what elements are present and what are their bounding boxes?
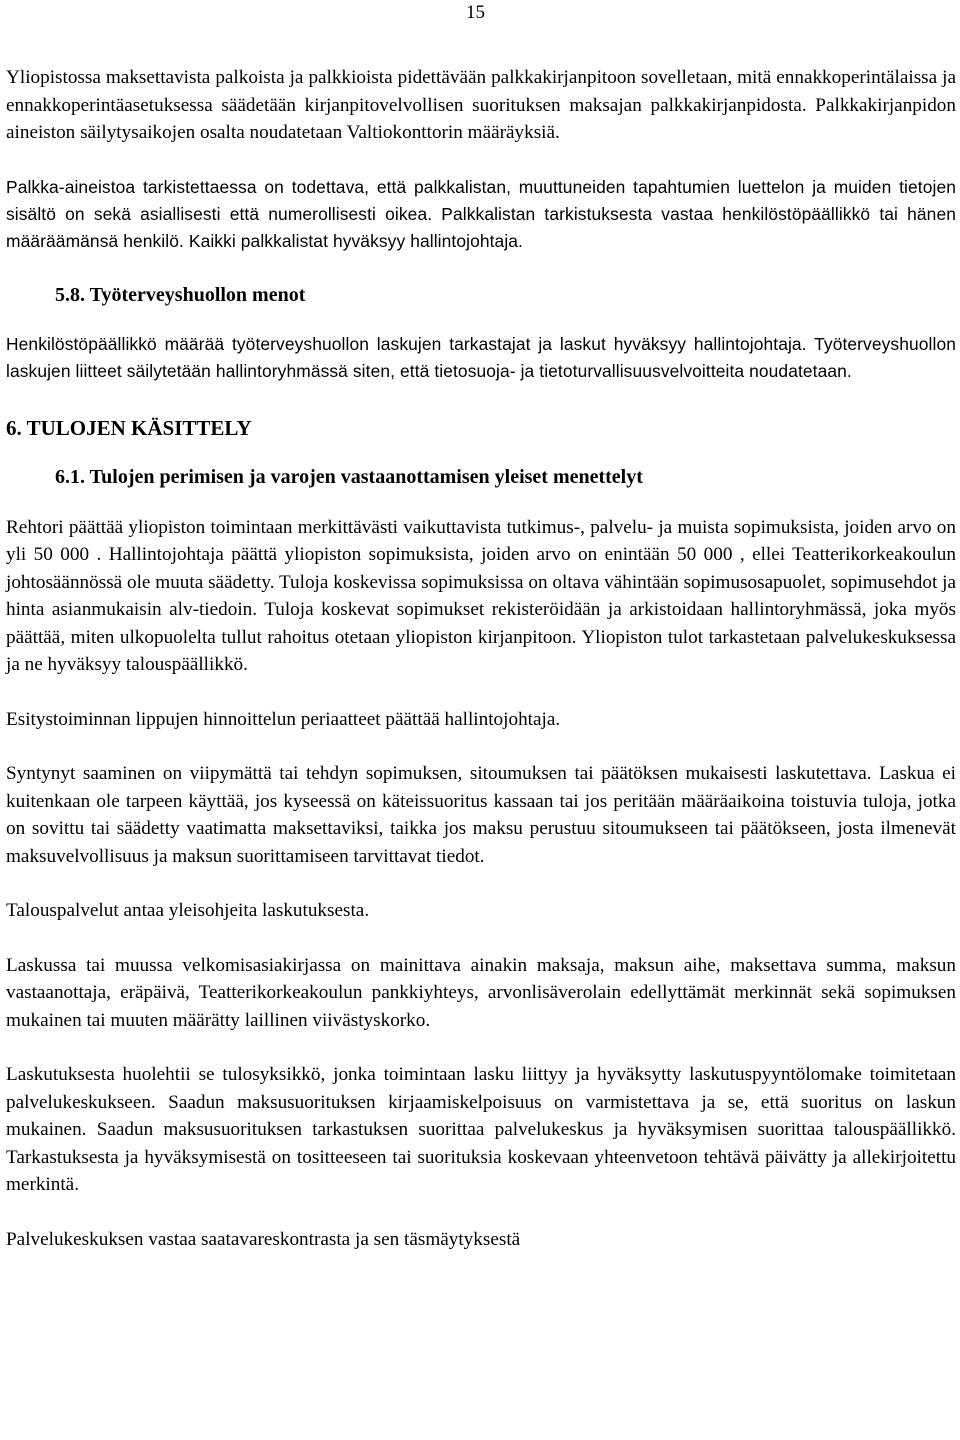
paragraph-occupational-health: Henkilöstöpäällikkö määrää työterveyshuollon laskujen tarkastajat ja laskut hyväksyy hallintojohtaja. Työterveyshuollon laskujen liitteet säilytetään hallintoryhmässä siten, että tietosuoja- ja tietoturvallisuusvelvoitteita noudatetaan.: [6, 333, 956, 381]
paragraph-ticket-pricing: Esitystoiminnan lippujen hinnoittelun periaatteet päättää hallintojohtaja.: [6, 708, 561, 730]
document-body: [6, 64, 956, 1253]
paragraph-invoicing: Syntynyt saaminen on viipymättä tai tehdyn sopimuksen, sitoumuksen tai päätöksen mukaisesti laskutettava. Laskua ei kuitenkaan ole tarpeen käyttää, jos kyseessä on käteissuoritus kassaan tai jos peritään määräaikoina toistuvia tuloja, jotka on sovittu tai säädetty vaatimatta maksettaviksi, taikka jos maksu perustuu sitoumukseen tai päätökseen, josta ilmenevät maksuvelvollisuus ja maksun suorittamiseen tarvittavat tiedot.: [6, 763, 956, 867]
paragraph-receivables-ledger: Palvelukeskuksen vastaa saatavareskontrasta ja sen täsmäytyksestä: [6, 1228, 521, 1250]
page-number: 15: [466, 2, 485, 23]
paragraph-contracts: Rehtori päättää yliopiston toimintaan merkittävästi vaikuttavista tutkimus-, palvelu- ja muista sopimuksista, joiden arvo on yli 50 000 . Hallintojohtaja päättä yliopiston sopimuksista, joiden arvo on enintään 50 000 , ellei Teatterikorkeakoulun johtosäännössä ole muuta säädetty. Tuloja koskevissa sopimuksissa on oltava vähintään sopimusosapuolet, sopimusehdot ja hinta asianmukaisin alv-tiedoin. Tuloja koskevat sopimukset rekisteröidään ja arkistoidaan hallintoryhmässä, joka myös päättää, miten ulkopuolelta tullut rahoitus otetaan yliopiston kirjanpitoon. Yliopiston tulot tarkastetaan palvelukeskuksessa ja ne hyväksyy talouspäällikkö.: [6, 516, 956, 675]
section-heading-6-1: 6.1. Tulojen perimisen ja varojen vastaanottamisen yleiset menettelyt: [55, 465, 643, 488]
chapter-heading-6: 6. TULOJEN KÄSITTELY: [6, 415, 252, 440]
paragraph-invoice-contents: Laskussa tai muussa velkomisasiakirjassa on mainittava ainakin maksaja, maksun aihe, maksettava summa, maksun vastaanottaja, eräpäivä, Teatterikorkeakoulun pankkiyhteys, arvonlisäverolain edellyttämät merkinnät sekä sopimuksen mukainen tai muuten määrätty laillinen viivästyskorko.: [6, 954, 956, 1031]
paragraph-invoicing-responsibility: Laskutuksesta huolehtii se tulosyksikkö, jonka toimintaan lasku liittyy ja hyväksytty laskutuspyyntölomake toimitetaan palvelukeskukseen. Saadun maksusuorituksen kirjaamiskelpoisuus on varmistettava ja se, että suoritus on laskun mukainen. Saadun maksusuorituksen tarkastuksen suorittaa palvelukeskus ja hyväksymisen suorittaa talouspäällikkö. Tarkastuksesta ja hyväksymisestä on tositteeseen tai suorituksia koskevaan yhteenvetoon tehtävä päivätty ja allekirjoitettu merkintä.: [6, 1064, 956, 1195]
paragraph-payroll-accounting: Yliopistossa maksettavista palkoista ja palkkioista pidettävään palkkakirjanpitoon sovelletaan, mitä ennakkoperintälaissa ja ennakkoperintäasetuksessa säädetään kirjanpitovelvollisen suorituksen maksajan palkkakirjanpidosta. Palkkakirjanpidon aineiston säilytysaikojen osalta noudatetaan Valtiokonttorin määräyksiä.: [6, 67, 956, 143]
section-heading-5-8: 5.8. Työterveyshuollon menot: [55, 283, 306, 306]
paragraph-invoicing-guidelines: Talouspalvelut antaa yleisohjeita laskutuksesta.: [6, 900, 370, 921]
paragraph-payroll-review: Palkka-aineistoa tarkistettaessa on todettava, että palkkalistan, muuttuneiden tapahtumien luettelon ja muiden tietojen sisältö on sekä asiallisesti että numerollisesti oikea. Palkkalistan tarkistuksesta vastaa henkilöstöpäällikkö tai hänen määräämänsä henkilö. Kaikki palkkalistat hyväksyy hallintojohtaja.: [6, 176, 956, 251]
